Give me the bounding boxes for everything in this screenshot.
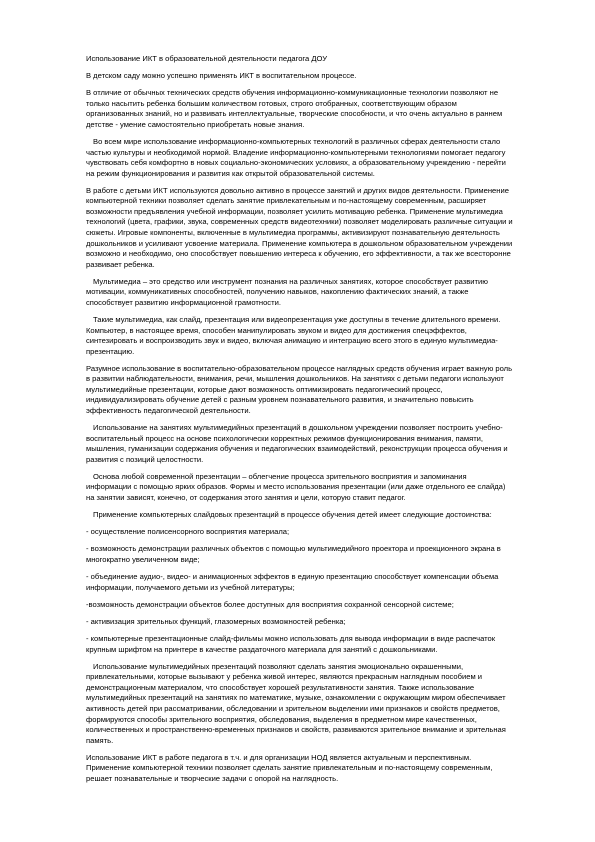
paragraph-6: Такие мультимедиа, как слайд, презентация или видеопрезентация уже доступны в течение длительного времени. Компьютер, в настоящее время, способен манипулировать звуком и видео для достижения спецэффектов, синтезировать и воспроизводить звук и видео, включая анимацию и интеграцию всего этого в единую мультимедиа-презентацию.	[86, 315, 501, 356]
paragraph-7: Разумное использование в воспитательно-образовательном процессе наглядных средств обучения играет важную роль в развитии наблюдательности, внимания, речи, мышления дошкольников. На занятиях с детьми педагоги используют мультимедийные презентации, которые дают возможность оптимизировать педагогический процесс, индивидуализировать обучение детей с разным уровнем познавательного развития, и значительно повысить эффективность педагогической деятельности.	[86, 363, 513, 416]
list-item-5: - активизация зрительных функций, глазомерных возможностей ребенка;	[86, 616, 346, 626]
paragraph-3: Во всем мире использование информационно-компьютерных технологий в различных сферах деятельности стало частью культуры и необходимой нормой. Владение информационно-компьютерными технологиями помогает педагогу чувствовать себя комфортно в новых социально-экономических условиях, а образовательному учреждению - перейти на режим функционирования и развития как открытой образовательной системы.	[86, 137, 506, 178]
document-page	[86, 54, 514, 791]
list-item-4: -возможность демонстрации объектов более доступных для восприятия сохранной сенсорной системе;	[86, 599, 454, 609]
list-item-2: - возможность демонстрации различных объектов с помощью мультимедийного проектора и проекционного экрана в многократно увеличенном виде;	[86, 544, 501, 564]
paragraph-10: Применение компьютерных слайдовых презентаций в процессе обучения детей имеет следующие достоинства:	[93, 510, 492, 520]
paragraph-12: Использование ИКТ в работе педагога в т.ч. и для организации НОД является актуальным и перспективным. Применение компьютерной техники позволяет сделать занятие привлекательным и по-настоящему современным, решает познавательные и творческие задачи с опорой на наглядность.	[86, 752, 493, 783]
paragraph-4: В работе с детьми ИКТ используются довольно активно в процессе занятий и других видов деятельности. Применение компьютерной техники позволяет сделать занятие привлекательным и по-настоящему современным, расширяет возможности предъявления учебной информации, позволяет усилить мотивацию ребенка. Применение мультимедиа технологий (цвета, графики, звука, современных средств видеотехники) позволяет моделировать различные ситуации и сюжеты. Игровые компоненты, включенные в мультимедиа программы, активизируют познавательную деятельность дошкольников и усиливают усвоение материала. Применение компьютера в дошкольном образовательном учреждении возможно и необходимо, оно способствует повышению интереса к обучению, его эффективности, а так же всесторонне развивает ребенка.	[86, 185, 513, 269]
document-title: Использование ИКТ в образовательной деятельности педагога ДОУ	[86, 54, 328, 63]
list-item-3: - объединение аудио-, видео- и анимационных эффектов в единую презентацию способствует компенсации объема информации, получаемого детьми из учебной литературы;	[86, 572, 499, 592]
paragraph-8: Использование на занятиях мультимедийных презентаций в дошкольном учреждении позволяет построить учебно-воспитательный процесс на основе психологически корректных режимов функционирования внимания, памяти, мышления, гуманизации содержания обучения и педагогических взаимодействий, реконструкции процесса обучения и развития с позиций целостности.	[86, 423, 508, 464]
list-item-1: - осуществление полисенсорного восприятия материала;	[86, 527, 290, 537]
paragraph-11: Использование мультимедийных презентаций позволяют сделать занятия эмоционально окрашенными, привлекательными, которые вызывают у ребенка живой интерес, являются прекрасным наглядным пособием и демонстрационным материалом, что способствует хорошей результативности занятия. Также использование мультимедийных презентаций на занятиях по математике, музыке, ознакомлении с окружающим миром обеспечивает активность детей при рассматривании, обследовании и зрительном выделении ими признаков и свойств предметов, формируются способы зрительного восприятия, обследования, выделения в предметном мире качественных, количественных и пространственно-временных признаков и свойств, развиваются зрительное внимание и зрительная память.	[86, 661, 506, 745]
paragraph-2: В отличие от обычных технических средств обучения информационно-коммуникационные технологии позволяют не только насытить ребенка большим количеством готовых, строго отобранных, соответствующим образом организованных знаний, но и развивать интеллектуальные, творческие способности, и что очень актуально в раннем детстве - умение самостоятельно приобретать новые знания.	[86, 88, 503, 129]
paragraph-5: Мультимедиа – это средство или инструмент познания на различных занятиях, которое способствует развитию мотивации, коммуникативных способностей, получению навыков, накоплению фактических знаний, а также способствует развитию информационной грамотности.	[86, 276, 488, 307]
paragraph-1: В детском саду можно успешно применять ИКТ в воспитательном процессе.	[86, 71, 357, 81]
list-item-6: - компьютерные презентационные слайд-фильмы можно использовать для вывода информации в виде распечаток крупным шрифтом на принтере в качестве раздаточного материала для занятий с дошкольниками.	[86, 634, 496, 654]
paragraph-9: Основа любой современной презентации – облегчение процесса зрительного восприятия и запоминания информации с помощью ярких образов. Формы и место использования презентации (или даже отдельного ее слайда) на занятии зависят, конечно, от содержания этого занятия и цели, которую ставит педагог.	[86, 471, 506, 503]
